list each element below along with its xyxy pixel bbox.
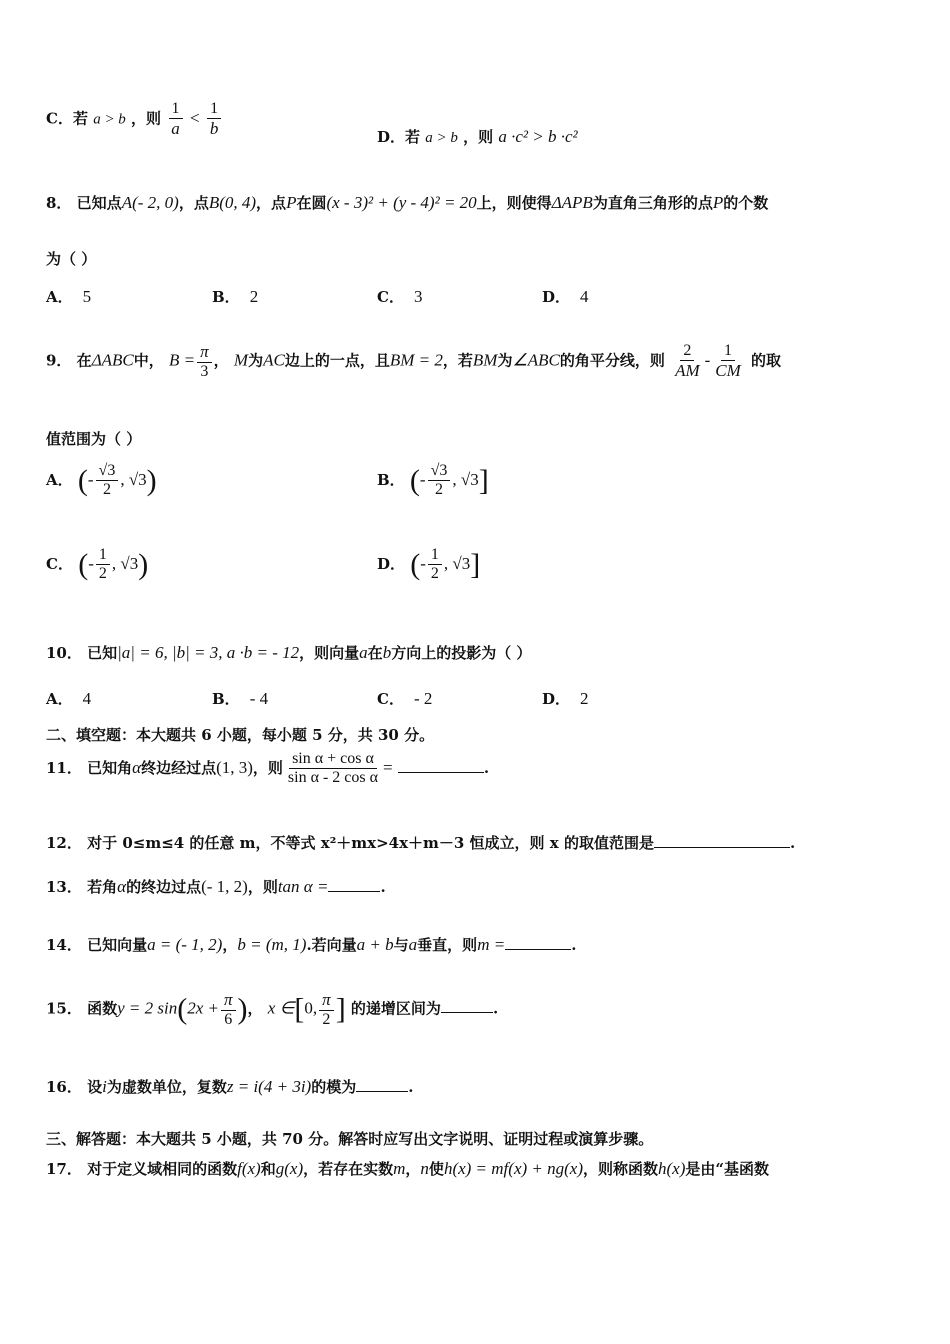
q9-triangle: ΔABC — [91, 350, 134, 370]
q14-period: . — [571, 936, 577, 954]
q9-point-m: M — [233, 350, 249, 370]
q8-option-b: B． 2 — [212, 287, 259, 306]
q10-option-b: B． - 4 — [212, 689, 269, 708]
q10-text: 已知 — [87, 644, 118, 662]
q16-text: 为虚数单位，复数 — [106, 1078, 227, 1096]
q11-answer-blank[interactable] — [398, 758, 484, 773]
q9-text: 边上的一点，且 — [284, 351, 390, 370]
q9-bm: BM — [472, 350, 498, 370]
q12-text: 对于 0≤m≤4 的任意 m，不等式 x²＋mx>4x＋m－3 恒成立，则 x 的取值范围是 — [87, 834, 654, 852]
q17-g: g(x) — [275, 1159, 304, 1178]
q9-text: 的角平分线，则 — [559, 351, 665, 370]
q8-option-d: D． 4 — [542, 287, 589, 306]
q8-stem — [46, 192, 768, 213]
q9-number: 9． — [46, 351, 72, 370]
q14-text: .若向量 — [306, 936, 357, 954]
q8-text: ，点 — [256, 194, 287, 212]
q16-number: 16． — [46, 1078, 82, 1096]
q11-equals: = — [383, 757, 393, 777]
q14-number: 14． — [46, 936, 82, 954]
q10-text: 方向上的投影为（ ） — [391, 644, 532, 662]
q7-d-then: ，则 — [463, 128, 494, 146]
q9-text: 为 — [248, 351, 264, 370]
q10-text: 在 — [367, 644, 383, 662]
q7-c-label: C．若 — [46, 109, 88, 128]
q12-stem — [46, 832, 795, 853]
q13-expression: tan α = — [277, 877, 329, 896]
q17-h-definition: h(x) = mf(x) + ng(x) — [443, 1159, 583, 1178]
q14-m: m = — [477, 935, 506, 954]
q8-point-a: A(- 2, 0) — [121, 193, 179, 212]
q10-option-d: D． 2 — [542, 689, 589, 708]
q9-frac-1-cm: $\frac{1}{CM}$ — [715, 342, 741, 381]
q9-text: 在 — [76, 351, 92, 370]
q17-h: h(x) — [658, 1159, 686, 1178]
q15-text: 的递增区间为 — [350, 999, 441, 1018]
q7-d-expr: a ·c² > b ·c² — [498, 127, 578, 146]
q10-text: ，则向量 — [299, 644, 360, 662]
q9-side-ac: AC — [263, 350, 285, 370]
q17-text: 和 — [260, 1160, 276, 1178]
q8-circle: (x - 3)² + (y - 4)² = 20 — [326, 193, 477, 212]
q15-answer-blank[interactable] — [441, 998, 493, 1013]
q9-option-a: A． (- $\frac{√3}{2}$ , √3) — [46, 462, 157, 499]
q11-alpha: α — [132, 757, 142, 777]
q13-stem — [46, 876, 386, 897]
q13-text: ，则 — [247, 878, 278, 896]
q15-function: y = 2 sin — [117, 998, 178, 1018]
q8-number: 8． — [46, 194, 72, 212]
q10-expression: |a| = 6, |b| = 3, a ·b = - 12 — [117, 643, 300, 662]
q10-vector-a: a — [359, 643, 368, 662]
q7-c-condition: a > b — [93, 111, 126, 128]
q9-angle-b: B = — [169, 350, 196, 370]
q16-text: 的模为 — [311, 1078, 357, 1096]
q8-text: ，点 — [178, 194, 209, 212]
q7-c-relation: < — [190, 108, 200, 128]
q14-text: 垂直，则 — [417, 936, 478, 954]
q17-m: m — [393, 1159, 406, 1178]
q13-text: 若角 — [87, 878, 118, 896]
q15-period: . — [492, 999, 499, 1018]
q9-text: 为 — [497, 351, 513, 370]
q8-text: 上，则使得 — [476, 194, 552, 212]
q15-domain: x ∈ — [267, 998, 295, 1018]
q15-pi-over-6: $\frac{\pi}{6}$ — [221, 990, 236, 1029]
q7-d-label: D．若 — [377, 128, 421, 146]
q14-stem — [46, 934, 576, 955]
q15-stem: 15． 函数y = 2 sin(2x + $\frac{\pi}{6}$ )， x ∈[0, $\frac{\pi}{2}$ ] 的递增区间为 . — [46, 990, 499, 1028]
q9-bm-length: BM = 2 — [389, 350, 443, 370]
q16-stem — [46, 1076, 413, 1097]
q11-point: (1, 3) — [216, 757, 253, 777]
q16-answer-blank[interactable] — [356, 1077, 408, 1092]
q11-number: 11． — [46, 758, 82, 777]
q15-pi-over-2: $\frac{\pi}{2}$ — [319, 990, 334, 1029]
q14-vector-a: a — [408, 935, 418, 954]
q12-answer-blank[interactable] — [654, 833, 790, 848]
q9-frac-2-am: $\frac{2}{AM}$ — [675, 342, 700, 381]
q10-stem — [46, 642, 531, 663]
q9-text: 中， — [133, 351, 164, 370]
q11-text: 已知角 — [87, 758, 133, 777]
q14-text: 已知向量 — [87, 936, 148, 954]
q7-option-c — [46, 100, 223, 139]
q15-inner: 2x + — [187, 998, 220, 1018]
q10-option-a: A． 4 — [46, 689, 92, 708]
q10-vector-b: b — [382, 643, 392, 662]
q17-text: 是由“基函数 — [685, 1160, 770, 1178]
q15-interval-start: 0, — [304, 998, 318, 1018]
q14-text: 与 — [393, 936, 409, 954]
q17-text: ，若存在实数 — [303, 1160, 394, 1178]
q17-text: 对于定义域相同的函数 — [87, 1160, 238, 1178]
q17-n: n — [420, 1159, 429, 1178]
q11-text: ，则 — [252, 758, 283, 777]
q7-d-condition: a > b — [425, 130, 458, 146]
q9-option-d: D． (- $\frac{1}{2}$ , √3] — [377, 546, 481, 583]
q11-period: . — [483, 758, 490, 777]
q9-option-c: C． (- $\frac{1}{2}$ , √3) — [46, 546, 149, 583]
q7-option-d — [377, 126, 578, 147]
q8-text: 的个数 — [723, 194, 769, 212]
q13-alpha: α — [117, 877, 127, 896]
q7-c-frac2: $\frac{1}{b}$ — [207, 100, 222, 139]
q16-imag-unit: i — [102, 1077, 107, 1096]
q17-text: ， — [405, 1160, 421, 1178]
q8-triangle: ΔAPB — [551, 193, 593, 212]
q8-option-a: A． 5 — [46, 287, 92, 306]
q7-c-then: ，则 — [131, 109, 162, 128]
q13-period: . — [380, 878, 386, 896]
q9-stem — [46, 342, 781, 381]
q9-text: ， — [213, 351, 229, 370]
q8-text: 已知点 — [76, 194, 122, 212]
q13-point: (- 1, 2) — [201, 877, 248, 896]
q8-point-b: B(0, 4) — [208, 193, 257, 212]
q8-point-p: P — [286, 193, 297, 212]
q16-period: . — [408, 1078, 414, 1096]
q17-f: f(x) — [237, 1159, 261, 1178]
q9-angle-abc: ∠ABC — [512, 350, 560, 370]
q14-vector-a: a = (- 1, 2) — [147, 935, 223, 954]
q11-stem — [46, 750, 489, 788]
q16-text: 设 — [87, 1078, 103, 1096]
q9-text: 的取 — [751, 351, 782, 370]
q10-option-c: C． - 2 — [377, 689, 433, 708]
q12-period: . — [789, 834, 796, 852]
q11-text: 终边经过点 — [141, 758, 217, 777]
q14-sum: a + b — [356, 935, 394, 954]
q15-number: 15． — [46, 999, 82, 1018]
q17-text: ，则称函数 — [582, 1160, 658, 1178]
q12-number: 12． — [46, 834, 82, 852]
q9-minus: - — [704, 350, 711, 370]
q8-option-c: C． 3 — [377, 287, 423, 306]
q14-text: ， — [222, 936, 238, 954]
q11-fraction: $\frac{\text{sin α + cos α}}{\text{sin α - 2 cos α}}$ — [287, 750, 379, 787]
q13-number: 13． — [46, 878, 82, 896]
q9-pi-over-3: $\frac{\pi}{3}$ — [197, 342, 212, 381]
q14-vector-b: b = (m, 1) — [237, 935, 307, 954]
q16-complex: z = i(4 + 3i) — [226, 1077, 312, 1096]
q9-option-b: B． (- $\frac{√3}{2}$ , √3] — [377, 462, 489, 499]
q14-answer-blank[interactable] — [505, 935, 571, 950]
q8-stem-line2: 为（ ） — [46, 250, 97, 268]
q13-answer-blank[interactable] — [328, 877, 380, 892]
q13-text: 的终边过点 — [126, 878, 202, 896]
q10-number: 10． — [46, 644, 82, 662]
q8-text: 为直角三角形的点 — [592, 194, 713, 212]
section-3-heading: 三、解答题：本大题共 5 小题，共 70 分。解答时应写出文字说明、证明过程或演算步骤。 — [46, 1130, 654, 1148]
q15-text: ， — [247, 999, 263, 1018]
q7-c-frac1: $\frac{1}{a}$ — [168, 100, 183, 139]
q17-stem — [46, 1158, 769, 1179]
q9-stem-line2: 值范围为（ ） — [46, 430, 142, 448]
q17-text: 使 — [428, 1160, 444, 1178]
q8-text: 在圆 — [296, 194, 327, 212]
section-2-heading: 二、填空题：本大题共 6 小题，每小题 5 分，共 30 分。 — [46, 726, 435, 744]
q15-text: 函数 — [87, 999, 118, 1018]
q8-point-p: P — [712, 193, 724, 212]
q9-text: ，若 — [442, 351, 473, 370]
q17-number: 17． — [46, 1160, 82, 1178]
